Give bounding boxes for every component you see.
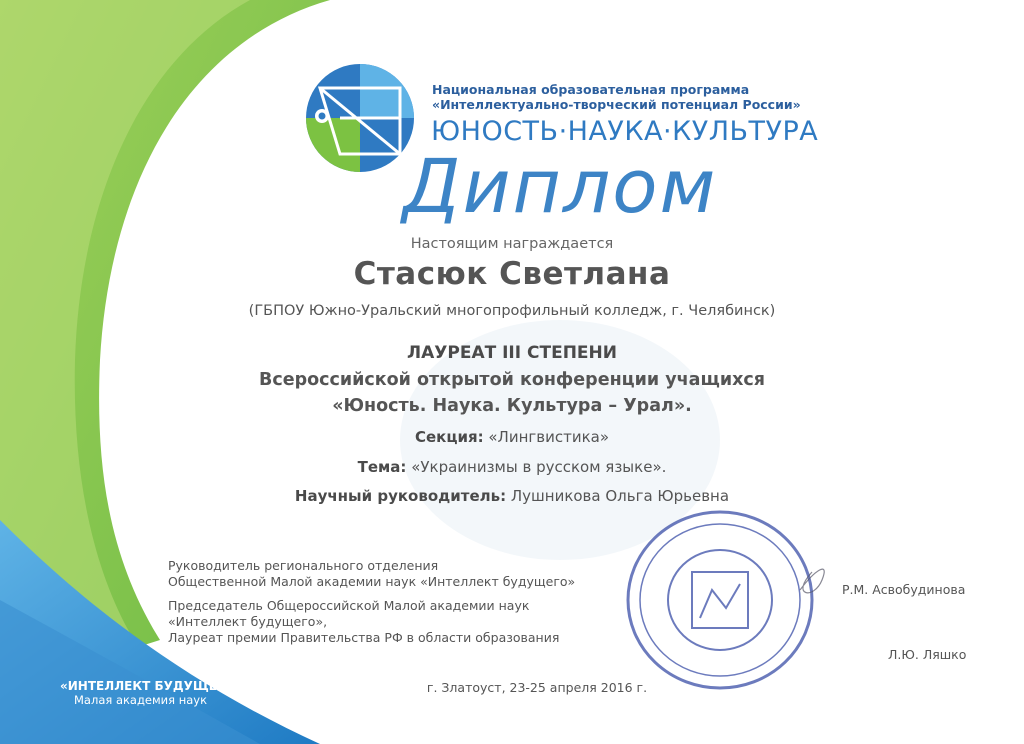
program-name-line1: Национальная образовательная программа — [432, 82, 750, 97]
recipient-organization: (ГБПОУ Южно-Уральский многопрофильный колледж, г. Челябинск) — [248, 303, 776, 319]
footer-brand-subtitle: Малая академия наук — [74, 693, 208, 707]
topic-value: «Украинизмы в русском языке». — [411, 458, 667, 476]
place-and-date: г. Златоуст, 23-25 апреля 2016 г. — [426, 680, 648, 695]
awarded-text: Настоящим награждается — [410, 236, 614, 252]
section-row — [0, 428, 1024, 446]
section-label: Секция: — [414, 428, 484, 446]
conference-line2: «Юность. Наука. Культура – Урал». — [332, 396, 692, 416]
signatory-1-name: Р.М. Асвобудинова — [842, 582, 966, 597]
program-brand: ЮНОСТЬ·НАУКА·КУЛЬТУРА — [431, 116, 819, 147]
signatory-1-line2: Общественной Малой академии наук «Интеллект будущего» — [168, 574, 576, 589]
signatory-1-line1: Руководитель регионального отделения — [168, 558, 439, 573]
signatory-2-line2: «Интеллект будущего», — [168, 614, 328, 629]
program-name-line2: «Интеллектуально-творческий потенциал России» — [432, 97, 801, 112]
signatory-2-line3: Лауреат премии Правительства РФ в области образования — [168, 630, 560, 645]
supervisor-row — [0, 487, 1024, 505]
award-degree: ЛАУРЕАТ III СТЕПЕНИ — [406, 343, 617, 363]
conference-line1: Всероссийской открытой конференции учащихся — [259, 370, 765, 390]
supervisor-value: Лушникова Ольга Юрьевна — [510, 487, 730, 505]
supervisor-label: Научный руководитель: — [294, 487, 507, 505]
topic-label: Тема: — [357, 458, 407, 476]
signatory-2-title — [168, 598, 559, 646]
signatory-2-name: Л.Ю. Ляшко — [888, 647, 967, 662]
signatory-1-title — [168, 558, 575, 590]
diploma-title: Диплом — [402, 144, 718, 230]
section-value: «Лингвистика» — [488, 428, 610, 446]
topic-row — [0, 458, 1024, 476]
official-stamp-icon — [600, 500, 830, 700]
signatory-2-line1: Председатель Общероссийской Малой академии наук — [168, 598, 530, 613]
footer-brand-name: «ИНТЕЛЛЕКТ БУДУЩЕГО» — [60, 679, 243, 693]
recipient-name: Стасюк Светлана — [353, 256, 671, 292]
footer-brand — [60, 679, 243, 707]
